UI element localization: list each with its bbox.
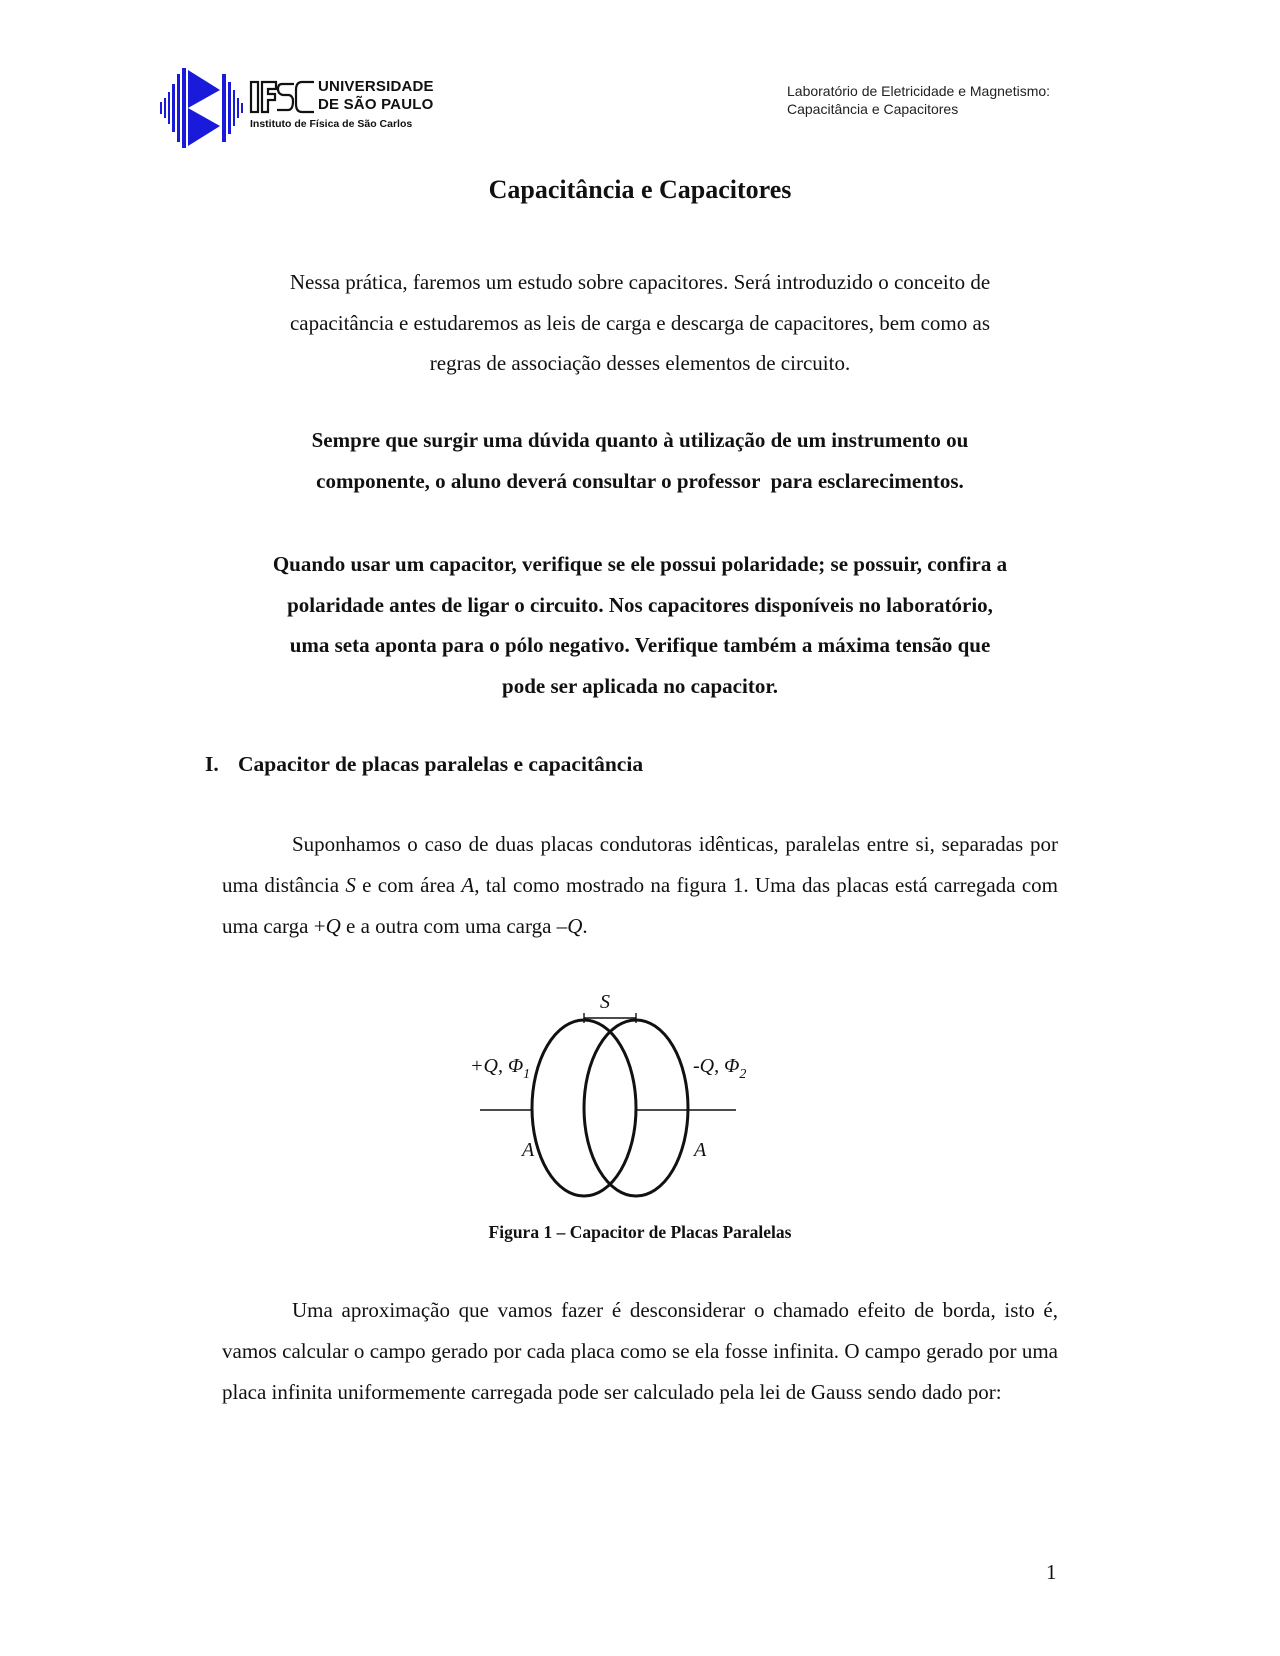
label-right-charge: -Q, $\Phi_2$ [693,1055,747,1082]
paragraph-1 [222,824,1058,947]
paragraph1-var-q-pos: Q [325,914,341,938]
header-logo [158,68,458,148]
logo-text [250,78,460,138]
paragraph-2 [222,1290,1058,1413]
intro-paragraph [210,262,1070,384]
university-name-line-1: UNIVERSIDADE [318,78,434,95]
paragraph1-text-1: Suponhamos o caso de duas placas condutoras idênticas, paralelas entre si, separadas por uma distância [222,832,1058,897]
paragraph1-var-q-neg: Q [567,914,583,938]
warning-paragraph-1 [210,420,1070,501]
paragraph2-text: Uma aproximação que vamos fazer é desconsiderar o chamado efeito de borda, isto é, vamos calcular o campo gerado por cada placa como se ela fosse infinita. O campo gerado por uma placa infinita uniformemente carregada pode ser calculado pela lei de Gauss sendo dado por: [222,1298,1058,1404]
paragraph1-text-2: e com área [355,873,462,897]
paragraph1-var-a: A [461,873,475,897]
figure-parallel-plate-capacitor [470,990,810,1200]
label-area-right: A [694,1139,707,1161]
header-lab-title [787,82,1050,118]
page-number: 1 [1046,1560,1057,1584]
institute-name: Instituto de Física de São Carlos [250,118,413,130]
header-lab-line-2: Capacitância e Capacitores [787,101,959,117]
document-title: Capacitância e Capacitores [488,175,792,204]
warning2-line-1: Quando usar um capacitor, verifique se ele possui polaridade; se possuir, confira a [272,552,1008,576]
section-number: I. [205,752,219,776]
paragraph1-var-s: S [345,873,356,897]
warning2-line-3: uma seta aponta para o pólo negativo. Verifique também a máxima tensão que [289,633,991,657]
figure-caption: Figura 1 – Capacitor de Placas Paralelas [488,1222,792,1242]
paragraph1-text-5: . [582,914,588,938]
header-lab-line-1: Laboratório de Eletricidade e Magnetismo: [787,83,1051,99]
paragraph1-text-4: e a outra com uma carga – [340,914,568,938]
warning1-line-1: Sempre que surgir uma dúvida quanto à utilização de um instrumento ou [311,428,969,452]
intro-line-3: regras de associação desses elementos de circuito. [429,351,851,375]
section-title: Capacitor de placas paralelas e capacitância [238,752,644,776]
warning-paragraph-2 [210,544,1070,706]
warning2-line-2: polaridade antes de ligar o circuito. Nos capacitores disponíveis no laboratório, [287,592,993,617]
section-heading [205,752,643,777]
label-gap-s: S [600,991,610,1013]
intro-line-1: Nessa prática, faremos um estudo sobre capacitores. Será introduzido o conceito de [289,270,991,294]
ifsc-logo-letters-icon [250,78,316,116]
label-left-charge: +Q, $\Phi_1$ [470,1055,531,1082]
warning1-line-2: componente, o aluno deverá consultar o professor para esclarecimentos. [316,468,964,493]
intro-line-2: capacitância e estudaremos as leis de carga e descarga de capacitores, bem como as [289,310,991,335]
paragraph1-text-3: , tal como mostrado na figura 1. Uma das placas está carregada com uma carga + [222,873,1058,938]
warning2-line-4: pode ser aplicada no capacitor. [502,673,778,698]
usp-logo-icon [158,68,248,148]
university-name-line-2: DE SÃO PAULO [318,96,434,113]
label-area-left: A [522,1139,535,1161]
